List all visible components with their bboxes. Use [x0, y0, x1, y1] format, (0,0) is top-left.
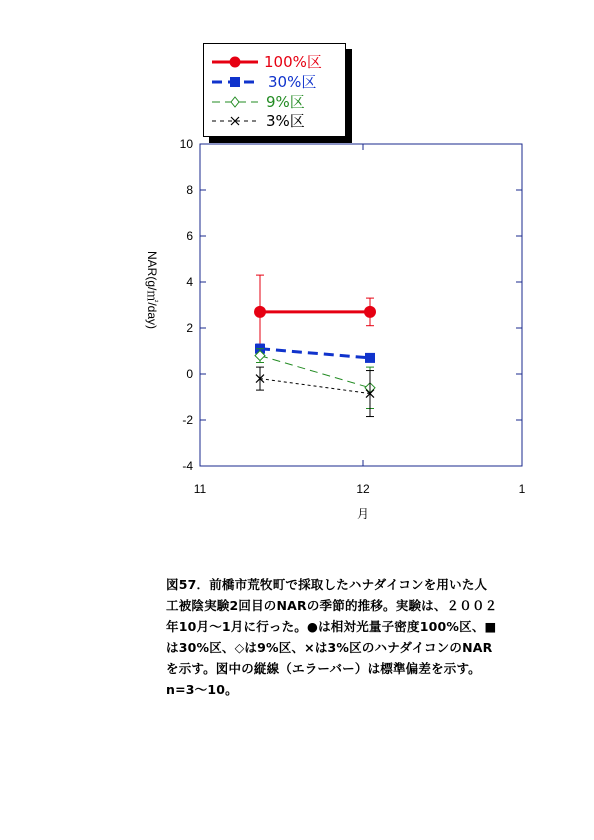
y-tick-label: -4	[182, 459, 193, 473]
series-1	[255, 344, 375, 363]
x-axis-label: 月	[356, 507, 370, 521]
series-line	[260, 379, 370, 394]
series-3	[256, 367, 374, 416]
data-point	[254, 306, 266, 318]
y-tick-label: -2	[182, 413, 193, 427]
y-axis	[180, 137, 522, 473]
plot-area	[200, 144, 522, 466]
y-tick-label: 0	[186, 367, 193, 381]
series-line	[260, 356, 370, 388]
y-tick-label: 4	[186, 275, 193, 289]
x-tick-label: 12	[356, 482, 370, 496]
series-0	[254, 275, 376, 349]
legend-label-3: 3%区	[266, 112, 305, 130]
data-point	[365, 353, 375, 363]
legend-label-30: 30%区	[268, 73, 317, 91]
y-tick-label: 6	[186, 229, 193, 243]
x-axis	[194, 144, 526, 496]
figure-caption: 図57．前橋市荒牧町で採取したハナダイコンを用いた人 工被陰実験2回目のNARの季節的推移。実験は、２００２ 年10月～1月に行った。●は相対光量子密度100%区、■ は30%区、◇は9%区、×は3%区のハナダイコンのNAR を示す。図中の縦線（エラーバー）は標準偏差を示す。 n=3～10。	[166, 577, 498, 697]
x-tick-label: 1	[518, 482, 526, 496]
y-axis-label: NAR(g/㎡/day)	[145, 250, 159, 330]
y-tick-label: 2	[186, 321, 193, 335]
y-tick-label: 8	[186, 183, 193, 197]
x-tick-label: 11	[193, 482, 207, 496]
y-tick-label: 10	[179, 137, 193, 151]
series-line	[260, 349, 370, 358]
series-layer	[254, 275, 376, 416]
legend-label-100: 100%区	[264, 53, 322, 71]
legend-label-9: 9%区	[266, 93, 305, 111]
data-point	[364, 306, 376, 318]
